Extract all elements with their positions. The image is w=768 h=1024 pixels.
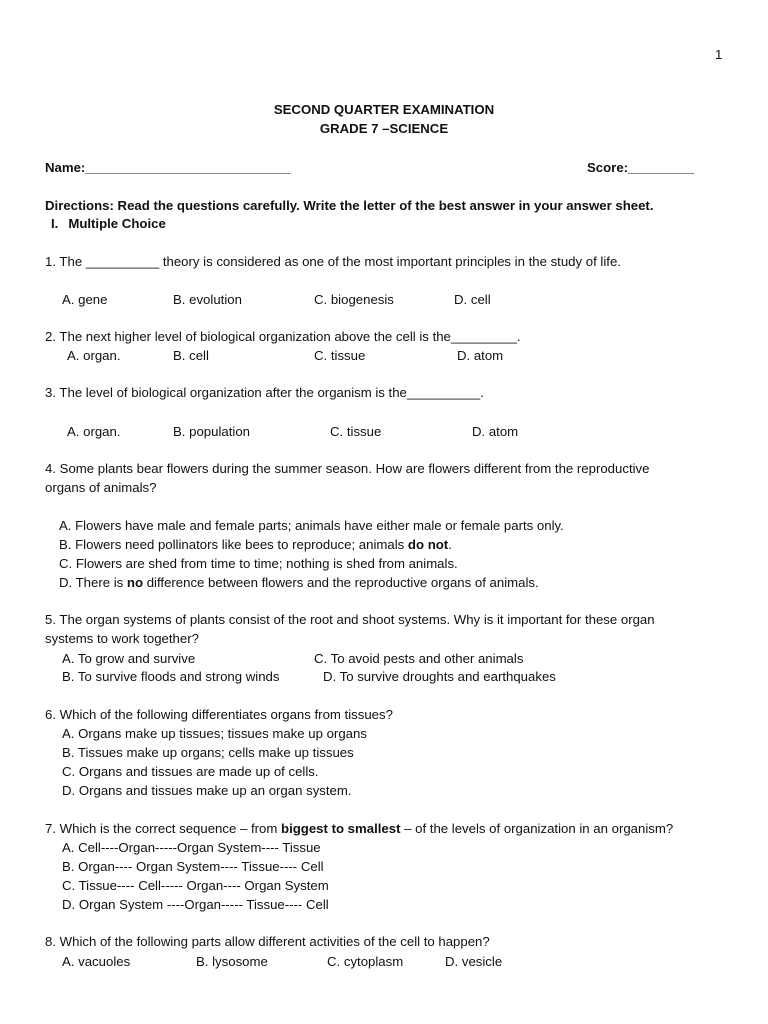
choice-d: D. Organs and tissues make up an organ system. xyxy=(62,783,352,798)
choice-b-emphasis: do not xyxy=(407,537,449,552)
choice-b: B. population xyxy=(173,424,250,439)
name-label: Name: xyxy=(45,160,86,175)
choice-d: D. cell xyxy=(454,292,491,307)
choice-d xyxy=(59,574,539,592)
question-text-line-1: 5. The organ systems of plants consist of the root and shoot systems. Why is it important for these organ xyxy=(45,612,655,627)
choice-c: C. Flowers are shed from time to time; nothing is shed from animals. xyxy=(59,556,458,571)
choice-b-text: B. Flowers need pollinators like bees to reproduce; animals xyxy=(59,537,408,552)
choice-d: D. atom xyxy=(472,424,519,439)
choice-b: B. cell xyxy=(173,348,209,363)
exam-title: SECOND QUARTER EXAMINATION xyxy=(273,102,495,117)
name-blank: ____________________________ xyxy=(85,160,291,175)
question-text: 3. The level of biological organization after the organism is the__________. xyxy=(45,385,484,400)
choice-d: D. Organ System ----Organ----- Tissue---- Cell xyxy=(62,897,329,912)
choice-d-text: D. There is xyxy=(59,575,127,590)
score-blank: _________ xyxy=(628,160,695,175)
section-heading xyxy=(51,215,166,233)
choice-c: C. Tissue---- Cell----- Organ---- Organ System xyxy=(62,878,329,893)
choice-b: B. Tissues make up organs; cells make up tissues xyxy=(62,745,354,760)
score-field xyxy=(587,159,694,177)
question-text-start: 7. Which is the correct sequence – from xyxy=(45,821,282,836)
choice-c: C. To avoid pests and other animals xyxy=(314,651,524,666)
choice-b: B. To survive floods and strong winds xyxy=(62,669,280,684)
question-text-line-2: organs of animals? xyxy=(45,480,157,495)
choice-d-emphasis: no xyxy=(126,575,144,590)
question-text: 8. Which of the following parts allow different activities of the cell to happen? xyxy=(45,934,490,949)
section-title: Multiple Choice xyxy=(68,216,166,231)
question-text-line-1: 4. Some plants bear flowers during the summer season. How are flowers different from the reproductive xyxy=(45,461,650,476)
choice-c: C. cytoplasm xyxy=(327,954,404,969)
choice-b: B. lysosome xyxy=(196,954,268,969)
choice-b xyxy=(59,536,452,554)
section-number: I. xyxy=(51,216,59,231)
name-field xyxy=(45,159,291,177)
page-number: 1 xyxy=(715,47,723,62)
choice-a: A. organ. xyxy=(67,424,121,439)
choice-a: A. Flowers have male and female parts; animals have either male or female parts only. xyxy=(59,518,564,533)
exam-subtitle: GRADE 7 –SCIENCE xyxy=(319,121,449,136)
question-emphasis: biggest to smallest xyxy=(281,821,401,836)
choice-a: A. vacuoles xyxy=(62,954,131,969)
choice-c: C. tissue xyxy=(330,424,382,439)
question-text: 2. The next higher level of biological organization above the cell is the_________. xyxy=(45,329,521,344)
choice-b-end: . xyxy=(448,537,452,552)
choice-a: A. To grow and survive xyxy=(62,651,196,666)
choice-c: C. tissue xyxy=(314,348,366,363)
choice-a: A. Organs make up tissues; tissues make up organs xyxy=(62,726,367,741)
choice-a: A. Cell----Organ-----Organ System---- Tissue xyxy=(62,840,321,855)
score-label: Score: xyxy=(587,160,629,175)
choice-b: B. evolution xyxy=(173,292,242,307)
choice-b: B. Organ---- Organ System---- Tissue---- Cell xyxy=(62,859,324,874)
question-text-line-2: systems to work together? xyxy=(45,631,199,646)
choice-d: D. vesicle xyxy=(445,954,503,969)
choice-d-end: difference between flowers and the reproductive organs of animals. xyxy=(143,575,539,590)
choice-c: C. Organs and tissues are made up of cells. xyxy=(62,764,319,779)
question-text xyxy=(45,820,673,838)
question-text-end: – of the levels of organization in an organism? xyxy=(400,821,674,836)
question-text: 1. The __________ theory is considered as one of the most important principles in the study of life. xyxy=(45,254,621,269)
choice-d: D. To survive droughts and earthquakes xyxy=(323,669,556,684)
directions: Directions: Read the questions carefully. Write the letter of the best answer in your answer sheet. xyxy=(45,198,654,213)
choice-a: A. organ. xyxy=(67,348,121,363)
question-text: 6. Which of the following differentiates organs from tissues? xyxy=(45,707,393,722)
choice-c: C. biogenesis xyxy=(314,292,394,307)
choice-a: A. gene xyxy=(62,292,108,307)
choice-d: D. atom xyxy=(457,348,504,363)
